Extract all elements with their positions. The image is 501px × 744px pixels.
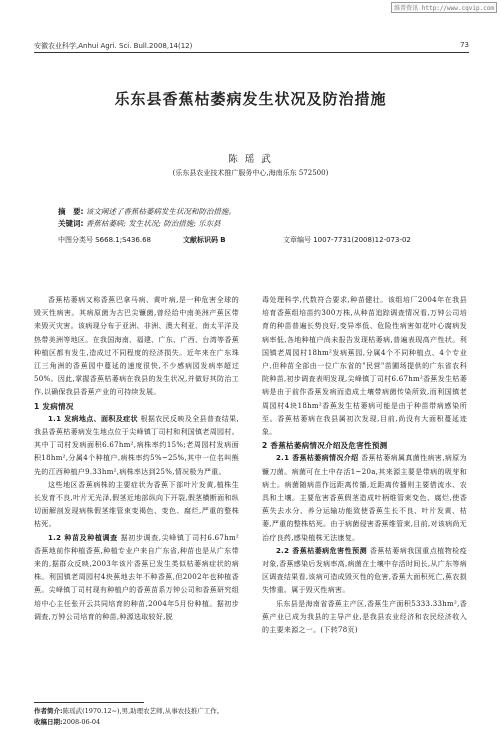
section-1-2-heading: 1.2 种苗及种植调查 — [48, 533, 118, 542]
author-bio-text: 陈瑶武(1970.12~),男,助理农艺师,从事农技推广工作。 — [62, 707, 224, 715]
section-1-1-paragraph — [34, 413, 239, 479]
section-1-heading: 1 发病情况 — [34, 401, 74, 411]
footnote — [34, 706, 223, 728]
clc-number: 中图分类号 S668.1;S436.68 — [58, 236, 152, 244]
section-2-1-paragraph — [262, 452, 467, 544]
section-2-1-heading: 2.1 香蕉枯萎病情况介绍 — [276, 454, 359, 463]
left-column — [34, 294, 239, 624]
doc-code-label: 文献标识码 — [183, 236, 218, 244]
keywords-text: 香蕉枯萎病; 发生状况; 防治措施; 乐东县 — [85, 219, 221, 228]
abstract-label: 摘 要: — [58, 207, 84, 216]
section-2-2-paragraph — [262, 545, 467, 598]
section-1-1-heading: 1.1 发病地点、面积及症状 — [48, 414, 138, 423]
doc-code-value: B — [220, 236, 226, 244]
section-2-heading: 2 香蕉枯萎病情况介绍及危害性预测 — [262, 441, 388, 451]
received-date — [34, 717, 223, 728]
abstract-text: 该文阐述了香蕉枯萎病发生状况和防治措施。 — [85, 207, 236, 216]
section-1-2-text: 据初步调查,尖峰镇丁司村6.67hm²香蕉地前作种植香蕉,种植专业户来自广东省,种苗也是从广东带来的,据群众反映,2003年该片香蕉已发生类似枯萎病症状的病株。利国镇老周园村4块蕉地去年不种香蕉,但2002年也种植香蕉。尖峰镇丁司村现有种植户的香蕉苗系万钟公司和香蕉研究组培中心主任张开云共同培育的种苗,2004年5月份种植。据初步调查,万钟公司培育的种苗,种源选取较好,脱 — [34, 533, 240, 621]
section-2-1-text: 香蕉枯萎病属真菌性病害,病原为镰刀菌。病菌可在土中存活1~20a,其来源主要是带病的吸芽和病土。病菌随病苗作远距离传播,近距离传播则主要借流水、农具和土壤。主要危害香蕉假茎造成叶柄维管束变色、腐烂,使香蕉失去水分、养分运输功能致使香蕉生长不良、叶片发黄、枯萎,严重的整株枯死。由于病菌侵害香蕉维管束,目前,对该病尚无治疗良药,感染植株无法康复。 — [262, 454, 467, 542]
received-label: 收稿日期: — [34, 718, 63, 726]
section-1-1-text: 根据农民反映及全县普查结果,我县香蕉枯萎病发生地点位于尖峰镇丁司村和利国镇老周园村。其中丁司村发病面积6.67hm²,病株率约15%;老周园村发病面积18hm²,分属4个种植户,病株率约5%~25%,其中一位名叫熊先的江西种植户9.33hm²,病株率达到25%,情况极为严重。 — [34, 414, 239, 476]
journal-citation: 安徽农业科学,Anhui Agri. Sci. Bull.2008,14(12) — [34, 42, 193, 50]
abstract-line — [58, 206, 236, 218]
closing-paragraph: 乐东县是海南省香蕉主产区,香蕉生产面积5333.33hm²,香蕉产业已成为我县的主导产业,是我县农业经济和农民经济收入的主要来源之一。(下转78页) — [262, 599, 467, 635]
intro-paragraph: 香蕉枯萎病又称香蕉巴拿马病、黄叶病,是一种危害全球的毁灭性病害。其病原菌为古巴尖镰菌,曾经给中南美洲产蕉区带来毁灭灾害。该病现分布于亚洲、非洲、澳大利亚、南太平洋及热带美洲等地区。在我国海南、福建、广东、广西、台湾等香蕉种植区都有发生,造成过不同程度的经济损失。近年来在广东珠江三角洲的香蕉园中蔓延的速度很快,不少感病园发病率超过50%。因此,掌握香蕉枯萎病在我县的发生状况,并做好其防治工作,以确保我县香蕉产业的可持续发展。 — [34, 296, 239, 397]
section-1-2-paragraph — [34, 532, 239, 624]
doc-code — [183, 235, 226, 245]
author-bio — [34, 706, 223, 717]
article-number: 文章编号 1007-7731(2008)12-073-02 — [283, 236, 411, 244]
header-divider — [34, 52, 469, 53]
watermark: 维普资讯 http://www.cqvip.com — [391, 2, 497, 13]
abstract-block — [58, 206, 236, 230]
article-title: 乐东县香蕉枯萎病发生状况及防治措施 — [114, 90, 387, 108]
keywords-label: 关键词: — [58, 219, 84, 228]
article-author: 陈 瑶 武 — [228, 154, 273, 165]
symptoms-paragraph: 这些地区香蕉病株的主要症状为香蕉下部叶片发黄,植株生长发育不良,叶片无光泽,假茎近地部纵向下开裂,假茎横断面和纵切面解剖发现病株假茎维管束变褐色、变色、腐烂,严重的整株枯死。 — [34, 480, 239, 529]
keywords-line — [58, 218, 236, 230]
footnote-divider — [34, 702, 144, 703]
section-2-2-heading: 2.2 香蕉枯萎病危害性预测 — [276, 546, 368, 555]
page-number: 73 — [460, 41, 469, 49]
right-column — [262, 294, 467, 637]
running-header — [34, 41, 469, 51]
author-bio-label: 作者简介: — [34, 707, 63, 715]
author-affiliation: (乐东县农业技术推广服务中心,海南乐东 572500) — [172, 169, 329, 177]
section-2-2-text: 香蕉枯萎病我国重点植物检疫对象,香蕉感染后发病率高,病菌在土壤中存活时间长,从广东等病区调查结果看,该病可造成毁灭性的危害,香蕉大面积死亡,蕉农损失惨重。属于毁灭性病害。 — [262, 546, 467, 595]
received-text: 2008-06-04 — [62, 718, 101, 726]
continued-paragraph: 毒处理科学,代数符合要求,种苗健壮。该组培厂2004年在我县培育香蕉组培苗约300万株,从种苗追踪调查情况看,万钟公司培育的种苗普遍长势良好,变异率低、危险性病害如花叶心腐病发病率低,各地种植户尚未报告发现枯萎病,普遍表现高产性状。利国镇老周园村18hm²发病蕉园,分属4个不同种植点、4个专业户,但种苗全部由一位广东省的"民营"苗圃场提供的广东省农科院种苗,初步调查表明发现,尖峰镇丁司村6.67hm²香蕉发生枯萎病是由于前作香蕉发病而造成土壤带病菌传染所致,而利国镇老周园村4块18hm²香蕉发生枯萎病可能是由于种苗带病感染所至。香蕉枯萎病在我县属初次发现,目前,尚没有大面积蔓延迹象。 — [262, 296, 467, 437]
